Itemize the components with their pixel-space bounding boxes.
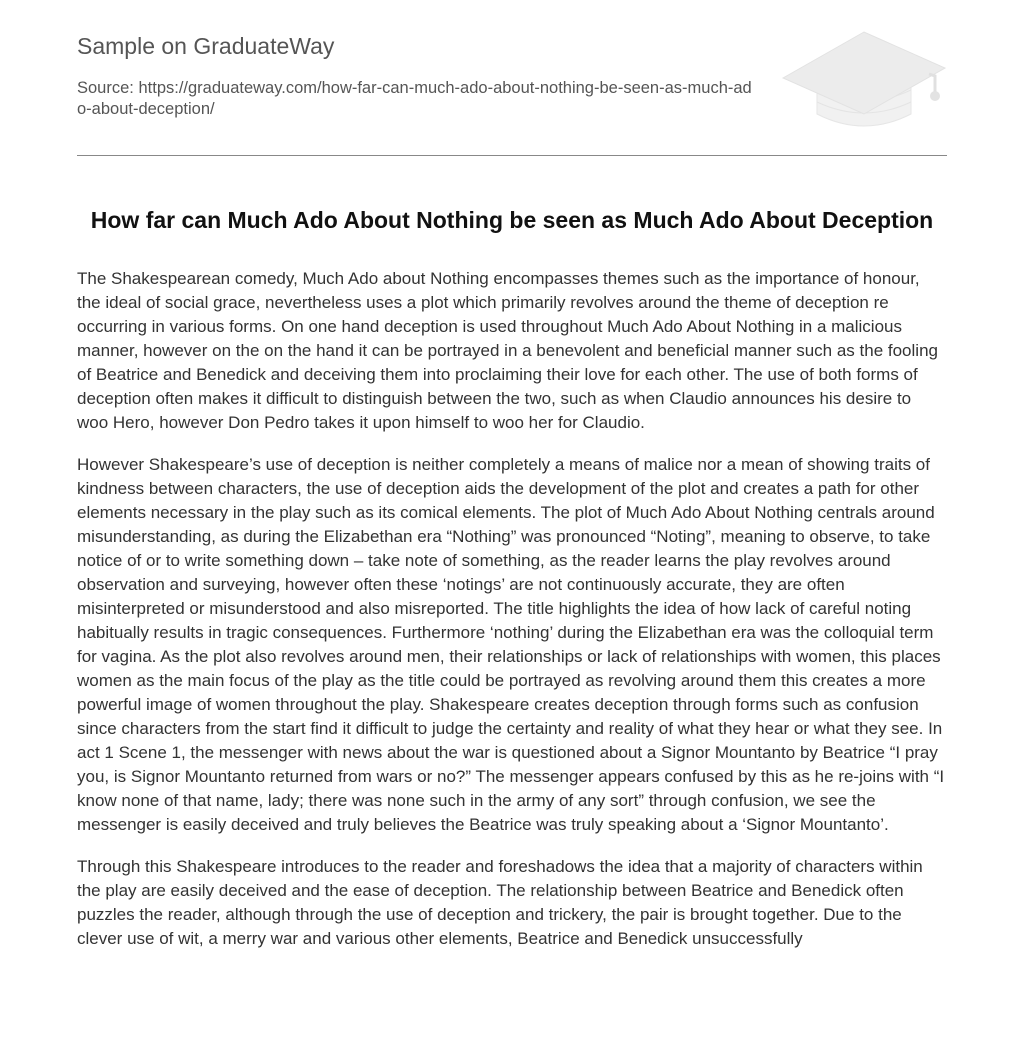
document-title: How far can Much Ado About Nothing be seen as Much Ado About Deception <box>90 207 934 233</box>
graduation-cap-logo <box>781 30 947 134</box>
site-brand: Sample on GraduateWay <box>77 33 335 59</box>
source-link[interactable]: https://graduateway.com/how-far-can-much-ado-about-nothing-be-seen-as-much-ado-about-deception/ <box>77 79 752 118</box>
article-body <box>77 267 947 969</box>
graduation-cap-icon <box>781 30 947 134</box>
header-divider <box>77 155 947 156</box>
source-line <box>77 78 757 120</box>
paragraph: The Shakespearean comedy, Much Ado about Nothing encompasses themes such as the importance of honour, the ideal of social grace, nevertheless uses a plot which primarily revolves around the theme of deception re occurring in various forms. On one hand deception is used throughout Much Ado About Nothing in a malicious manner, however on the on the hand it can be portrayed in a benevolent and beneficial manner such as the fooling of Beatrice and Benedick and deceiving them into proclaiming their love for each other. The use of both forms of deception often makes it difficult to distinguish between the two, such as when Claudio announces his desire to woo Hero, however Don Pedro takes it upon himself to woo her for Claudio. <box>77 269 938 432</box>
paragraph: Through this Shakespeare introduces to the reader and foreshadows the idea that a majority of characters within the play are easily deceived and the ease of deception. The relationship between Beatrice and Benedick often puzzles the reader, although through the use of deception and trickery, the pair is brought together. Due to the clever use of wit, a merry war and various other elements, Beatrice and Benedick unsuccessfully <box>77 857 923 948</box>
page-header <box>77 0 947 156</box>
paragraph: However Shakespeare’s use of deception is neither completely a means of malice nor a mean of showing traits of kindness between characters, the use of deception aids the development of the plot and creates a path for other elements necessary in the play such as its comical elements. The plot of Much Ado About Nothing centrals around misunderstanding, as during the Elizabethan era “Nothing” was pronounced “Noting”, meaning to observe, to take notice of or to write something down – take note of something, as the reader learns the play revolves around observation and surveying, however often these ‘notings’ are not continuously accurate, they are often misinterpreted or misunderstood and also misreported. The title highlights the idea of how lack of careful noting habitually results in tragic consequences. Furthermore ‘nothing’ during the Elizabethan era was the colloquial term for vagina. As the plot also revolves around men, their relationships or lack of relationships with women, this places women as the main focus of the play as the title could be portrayed as revolving around them this creates a more powerful image of women throughout the play. Shakespeare creates deception through forms such as confusion since characters from the start find it difficult to judge the certainty and reality of what they hear or what they see. In act 1 Scene 1, the messenger with news about the war is questioned about a Signor Mountanto by Beatrice “I pray you, is Signor Mountanto returned from wars or no?” The messenger appears confused by this as he re-joins with “I know none of that name, lady; there was none such in the army of any sort” through confusion, we see the messenger is easily deceived and truly believes the Beatrice was truly speaking about a ‘Signor Mountanto’. <box>77 455 945 834</box>
source-label: Source: <box>77 79 134 97</box>
